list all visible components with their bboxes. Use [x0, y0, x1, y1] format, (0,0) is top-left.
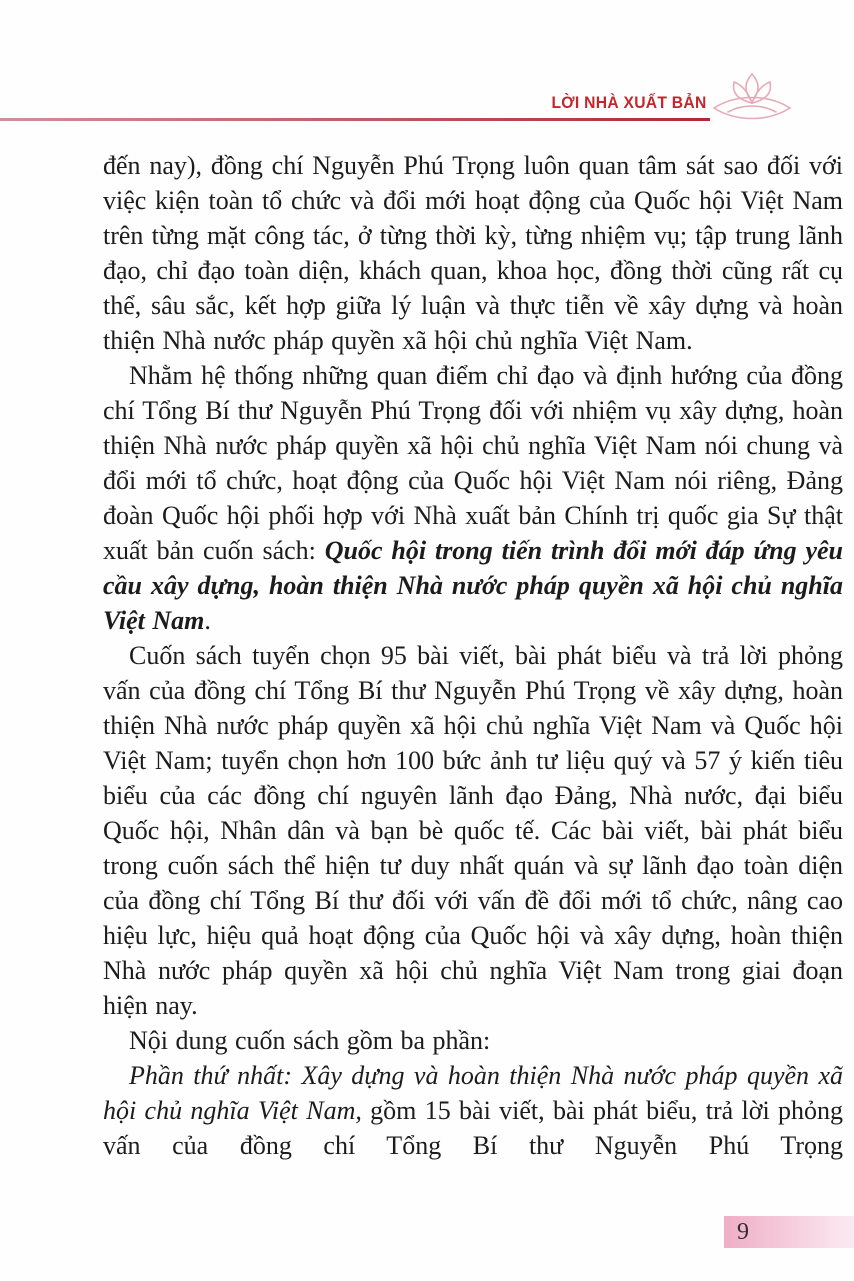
lotus-icon: [710, 68, 794, 132]
paragraph: [103, 1058, 843, 1163]
paragraph: [103, 638, 843, 1023]
part-title-emphasis: Phần thứ nhất: Xây dựng và hoàn thiện Nhà nước pháp quyền xã hội chủ nghĩa Việt Nam,: [103, 1061, 843, 1125]
book-title-emphasis: Quốc hội trong tiến trình đổi mới đáp ứng yêu cầu xây dựng, hoàn thiện Nhà nước pháp quyền xã hội chủ nghĩa Việt Nam: [103, 536, 844, 635]
page-body-text: [103, 148, 843, 1163]
text-segment: Nhằm hệ thống những quan điểm chỉ đạo và định hướng của đồng chí Tổng Bí thư Nguyễn Phú Trọng đối với nhiệm vụ xây dựng, hoàn thiện Nhà nước pháp quyền xã hội chủ nghĩa Việt Nam nói chung và đổi mới tổ chức, hoạt động của Quốc hội Việt Nam nói riêng, Đảng đoàn Quốc hội phối hợp với Nhà xuất bản Chính trị quốc gia Sự thật xuất bản cuốn sách:: [103, 361, 843, 565]
paragraph: [103, 358, 843, 638]
text-segment: Nội dung cuốn sách gồm ba phần:: [129, 1026, 491, 1055]
text-segment: .: [204, 606, 211, 635]
page-number: 9: [737, 1218, 749, 1245]
text-segment: Cuốn sách tuyển chọn 95 bài viết, bài phát biểu và trả lời phỏng vấn của đồng chí Tổng Bí thư Nguyễn Phú Trọng về xây dựng, hoàn thiện Nhà nước pháp quyền xã hội chủ nghĩa Việt Nam và Quốc hội Việt Nam; tuyển chọn hơn 100 bức ảnh tư liệu quý và 57 ý kiến tiêu biểu của các đồng chí nguyên lãnh đạo Đảng, Nhà nước, đại biểu Quốc hội, Nhân dân và bạn bè quốc tế. Các bài viết, bài phát biểu trong cuốn sách thể hiện tư duy nhất quán và sự lãnh đạo toàn diện của đồng chí Tổng Bí thư đối với vấn đề đổi mới tổ chức, nâng cao hiệu lực, hiệu quả hoạt động của Quốc hội và xây dựng, hoàn thiện Nhà nước pháp quyền xã hội chủ nghĩa Việt Nam trong giai đoạn hiện nay.: [103, 641, 843, 1020]
text-segment: đến nay), đồng chí Nguyễn Phú Trọng luôn quan tâm sát sao đối với việc kiện toàn tổ chức và đổi mới hoạt động của Quốc hội Việt Nam trên từng mặt công tác, ở từng thời kỳ, từng nhiệm vụ; tập trung lãnh đạo, chỉ đạo toàn diện, khách quan, khoa học, đồng thời cũng rất cụ thể, sâu sắc, kết hợp giữa lý luận và thực tiễn về xây dựng và hoàn thiện Nhà nước pháp quyền xã hội chủ nghĩa Việt Nam.: [103, 151, 843, 355]
page-number-box: [724, 1216, 854, 1248]
text-segment: gồm 15 bài viết, bài phát biểu, trả lời phỏng vấn của đồng chí Tổng Bí thư Nguyễn Phú Trọng: [103, 1096, 844, 1160]
paragraph: [103, 1023, 843, 1058]
page-header-title: LỜI NHÀ XUẤT BẢN: [551, 93, 707, 112]
paragraph: [103, 148, 843, 358]
header-rule: [0, 118, 710, 121]
